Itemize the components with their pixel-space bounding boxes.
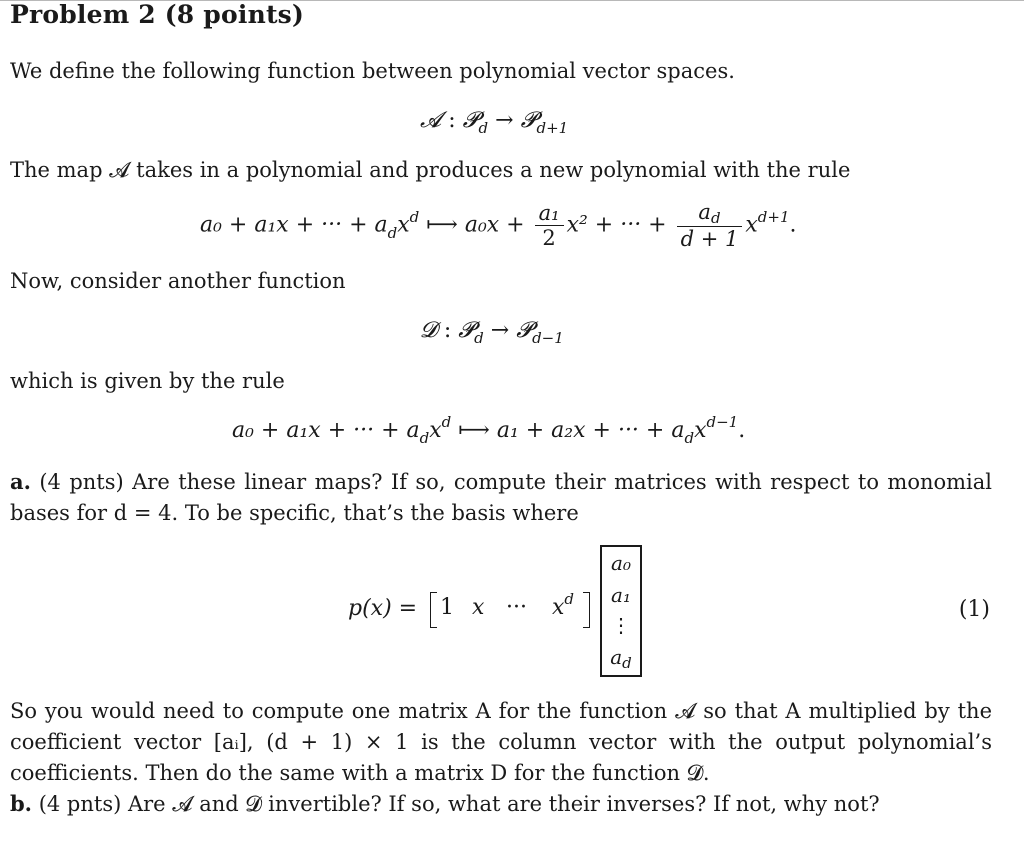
eq1-lhs: p(x) = [348,596,418,621]
basis-row-vector: 1 x ··· $x^d$ [430,592,590,626]
rule-a-formula: a₀ + a₁x + ··· + $a_dx^d$ ⟼ a₀x + $\frac{\text{a₁}}{2}$ x² + ··· + $\frac{ad}{d + 1}$ $x^{d+1}$. [200,200,797,251]
part-b-text: (4 pnts) Are 𝓐 and 𝓓 invertible? If so, what are their inverses? If not, why not? [38,792,880,816]
given-text: which is given by the rule [10,369,285,393]
map-a-definition: 𝓐 : 𝓟$_d$ → 𝓟$_{d+1}$ [420,108,569,137]
intro-text: We define the following function between polynomial vector spaces. [10,59,735,83]
problem-title: Problem 2 (8 points) [10,0,304,29]
now-text: Now, consider another function [10,269,346,293]
fraction-a1-over-2: $\frac{\text{a₁}}{2}$ [535,201,564,250]
map-d-definition: 𝓓 : 𝓟$_d$ → 𝓟$_{d-1}$ [420,318,564,347]
so-paragraph: So you would need to compute one matrix A for the function 𝓐 so that A multiplied by the coefficient vector [aᵢ], (d + 1) × 1 is the column vector with the output polynomial’s coefficients. Then do the same with a matrix D for the function 𝓓. [10,699,992,785]
part-a-text: (4 pnts) Are these linear maps? If so, compute their matrices with respect to monomial bases for d = 4. To be specific, that’s the basis where [10,470,992,525]
part-b-label: b. [10,791,32,816]
part-a [10,466,992,529]
equation-number: (1) [958,597,990,622]
map-a-description: The map 𝓐 takes in a polynomial and produces a new polynomial with the rule [10,158,851,182]
coefficient-column-vector: a₀ a₁ ⋮ $a_d$ [600,545,642,677]
map-a-symbol: 𝓐 [420,108,442,133]
map-d-symbol: 𝓓 [420,318,437,343]
fraction-ad-over-d-plus-1: $\frac{ad}{d + 1}$ [677,200,743,251]
part-b [10,788,880,820]
rule-d-formula: a₀ + a₁x + ··· + $a_dx^d$ ⟼ a₁ + a₂x + ··· + $a_dx^{d-1}$. [232,413,746,447]
part-a-label: a. [10,469,31,494]
